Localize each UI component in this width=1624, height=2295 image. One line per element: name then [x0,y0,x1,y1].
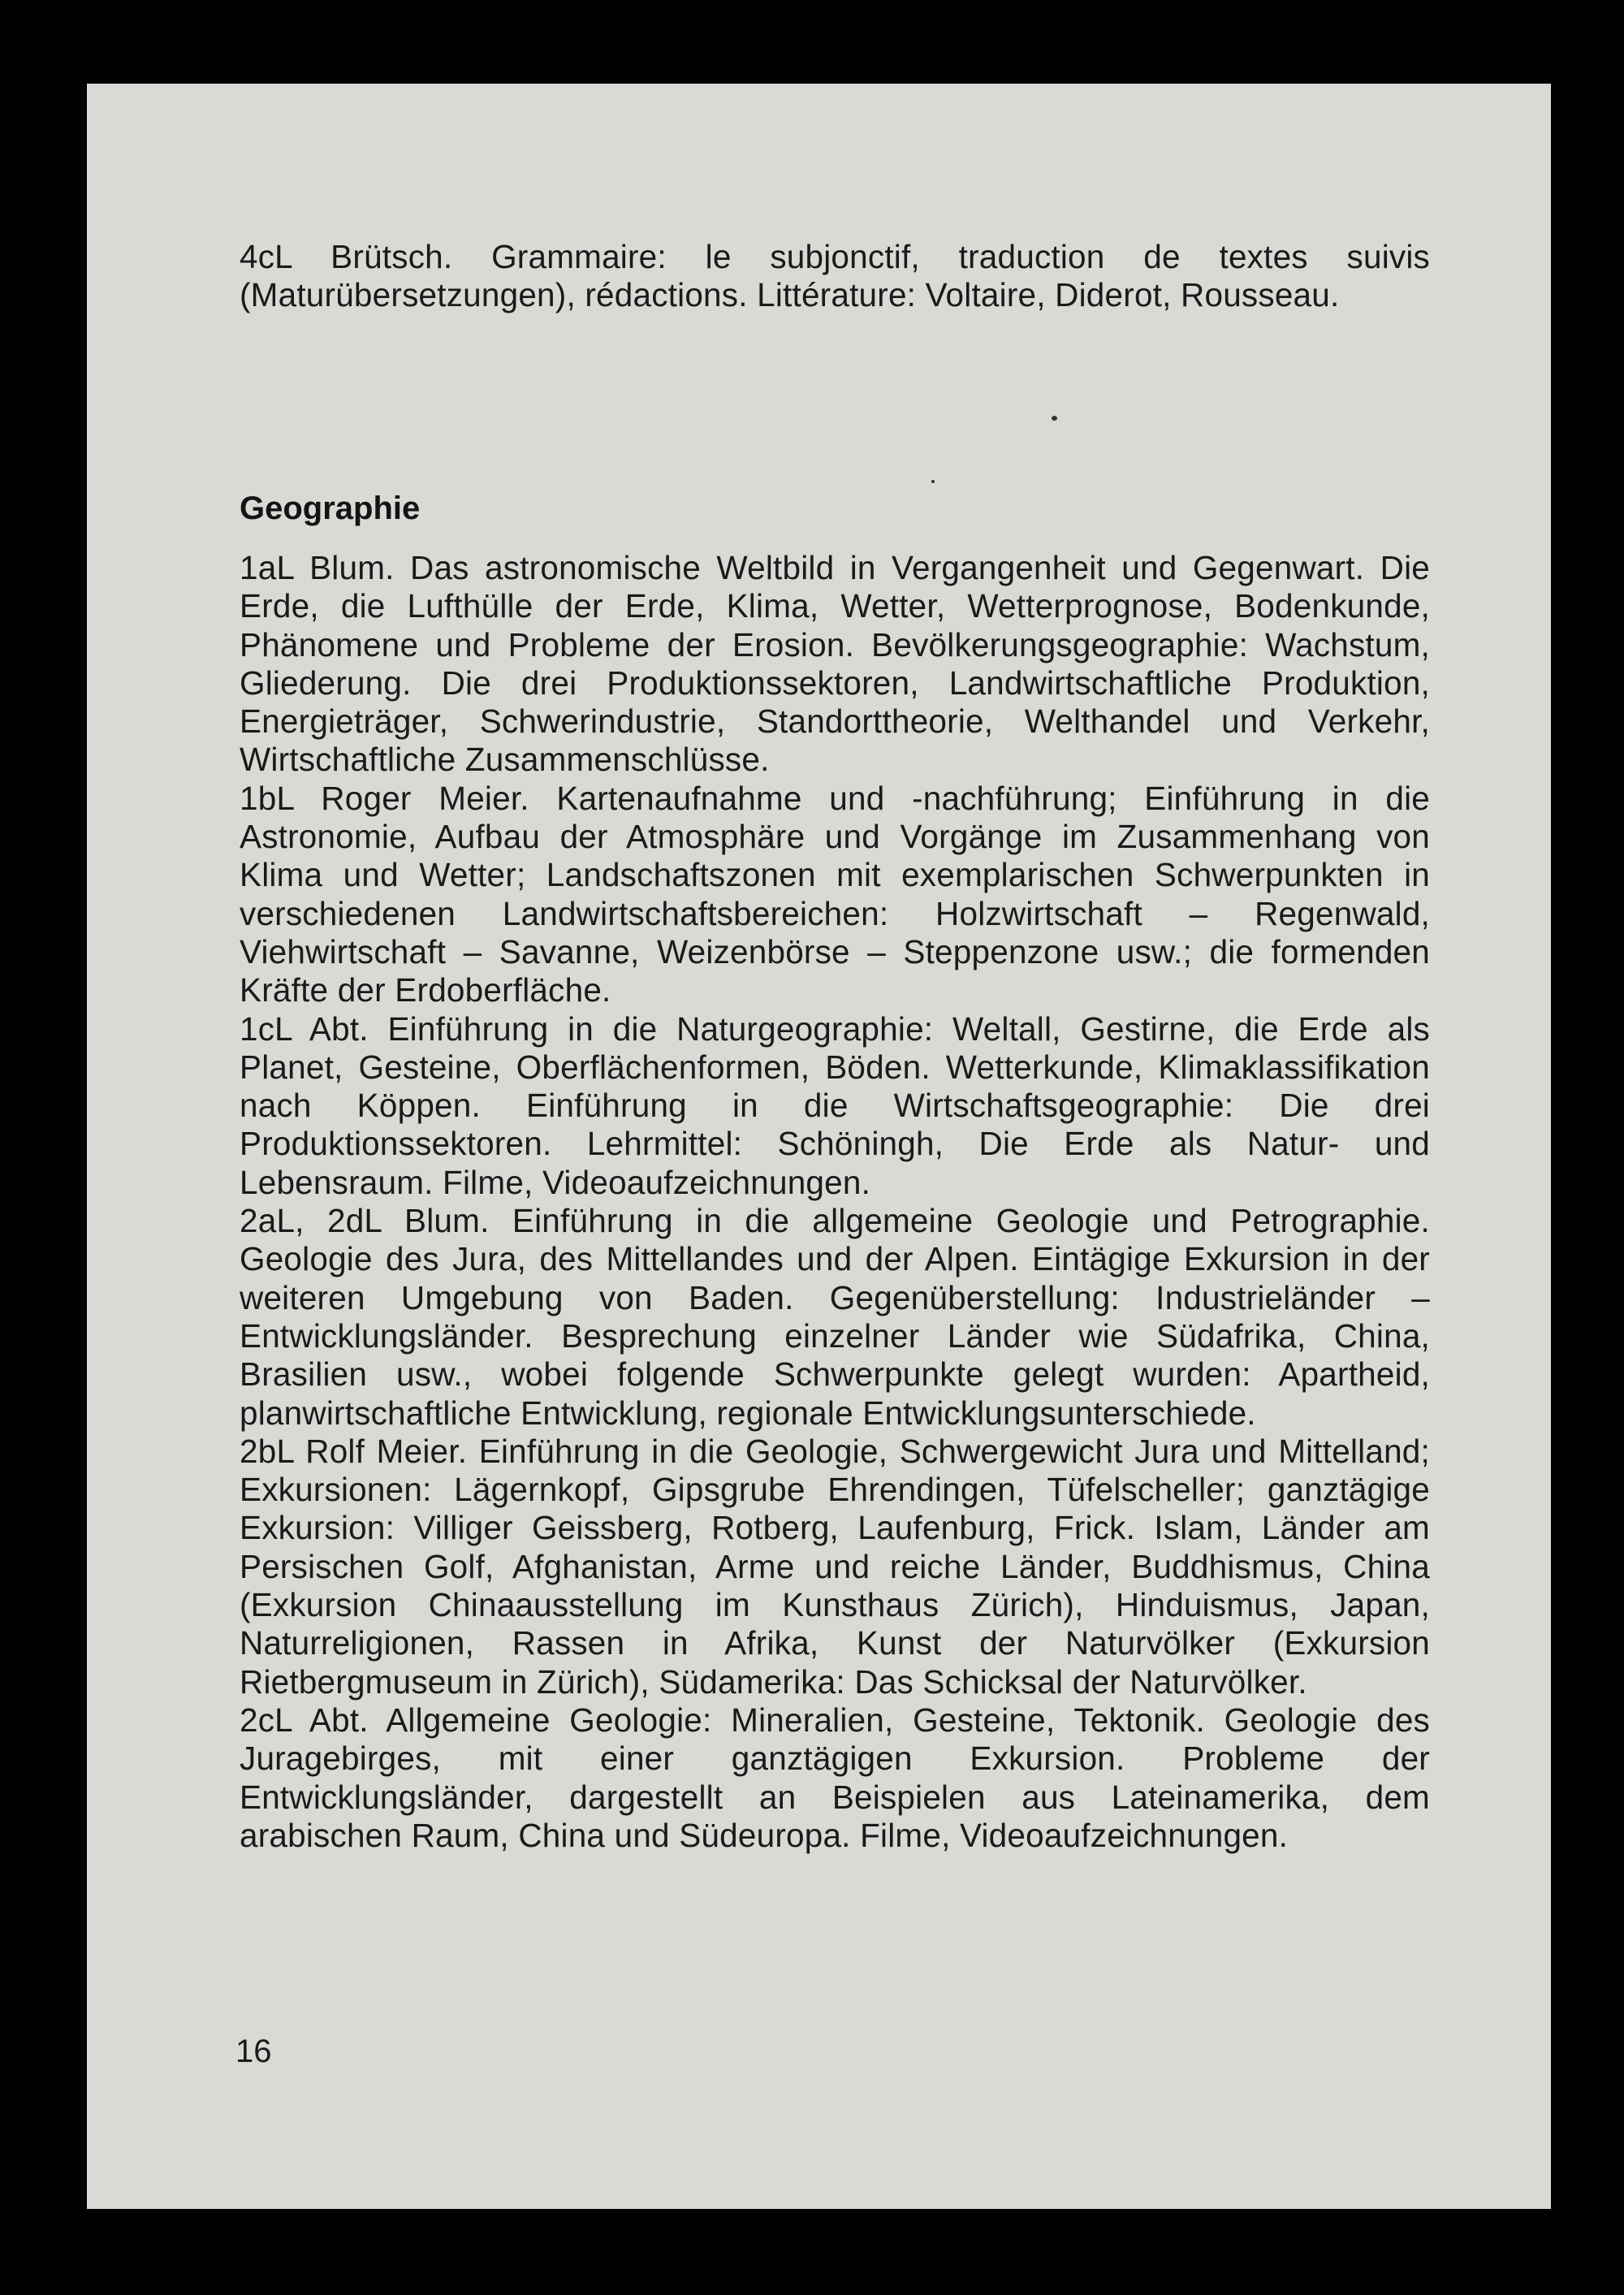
scan-speck [931,480,935,483]
entry-paragraph-1bL: 1bL Roger Meier. Kartenaufnahme und -nachführung; Einführung in die Astronomie, Aufbau der Atmosphäre und Vorgänge im Zusammenhang von Klima und Wetter; Landschaftszonen mit exemplarischen Schwerpunkten in verschiedenen Landwirtschaftsbereichen: Holzwirtschaft – Regenwald, Viehwirtschaft – Savanne, Weizenbörse – Steppenzone usw.; die formenden Kräfte der Erdoberfläche. [240,779,1430,1009]
entry-paragraph-2bL: 2bL Rolf Meier. Einführung in die Geologie, Schwergewicht Jura und Mittelland; Exkursionen: Lägernkopf, Gipsgrube Ehrendingen, Tüfelscheller; ganztägige Exkursion: Villiger Geissberg, Rotberg, Laufenburg, Frick. Islam, Länder am Persischen Golf, Afghanistan, Arme und reiche Länder, Buddhismus, China (Exkursion Chinaausstellung im Kunsthaus Zürich), Hinduismus, Japan, Naturreligionen, Rassen in Afrika, Kunst der Naturvölker (Exkursion Rietbergmuseum in Zürich), Südamerika: Das Schicksal der Naturvölker. [240,1432,1430,1701]
scan-speck [1052,416,1057,421]
entry-paragraph-2aL: 2aL, 2dL Blum. Einführung in die allgemeine Geologie und Petrographie. Geologie des Jura, des Mittellandes und der Alpen. Eintägige Exkursion in der weiteren Umgebung von Baden. Gegenüberstellung: Industrieländer – Entwicklungsländer. Besprechung einzelner Länder wie Südafrika, China, Brasilien usw., wobei folgende Schwerpunkte gelegt wurden: Apartheid, planwirtschaftliche Entwicklung, regionale Entwicklungsunterschiede. [240,1202,1430,1432]
section-heading: Geographie [240,491,421,526]
entry-paragraph-1cL: 1cL Abt. Einführung in die Naturgeographie: Weltall, Gestirne, die Erde als Planet, Gesteine, Oberflächenformen, Böden. Wetterkunde, Klimaklassifikation nach Köppen. Einführung in die Wirtschaftsgeographie: Die drei Produktionssektoren. Lehrmittel: Schöningh, Die Erde als Natur- und Lebensraum. Filme, Videoaufzeichnungen. [240,1009,1430,1201]
intro-paragraph: 4cL Brütsch. Grammaire: le subjonctif, traduction de textes suivis (Maturübersetzungen), rédactions. Littérature: Voltaire, Diderot, Rousseau. [240,238,1430,314]
geography-entries [240,549,1430,1855]
document-page [87,84,1551,2209]
intro-block [240,238,1430,315]
entry-paragraph-2cL: 2cL Abt. Allgemeine Geologie: Mineralien, Gesteine, Tektonik. Geologie des Juragebirges, mit einer ganztägigen Exkursion. Probleme der Entwicklungsländer, dargestellt an Beispielen aus Lateinamerika, dem arabischen Raum, China und Südeuropa. Filme, Videoaufzeichnungen. [240,1701,1430,1854]
entry-paragraph-1aL: 1aL Blum. Das astronomische Weltbild in Vergangenheit und Gegenwart. Die Erde, die Lufthülle der Erde, Klima, Wetter, Wetterprognose, Bodenkunde, Phänomene und Probleme der Erosion. Bevölkerungsgeographie: Wachstum, Gliederung. Die drei Produktionssektoren, Landwirtschaftliche Produktion, Energieträger, Schwerindustrie, Standorttheorie, Welthandel und Verkehr, Wirtschaftliche Zusammenschlüsse. [240,549,1430,779]
page-number: 16 [235,2034,272,2069]
